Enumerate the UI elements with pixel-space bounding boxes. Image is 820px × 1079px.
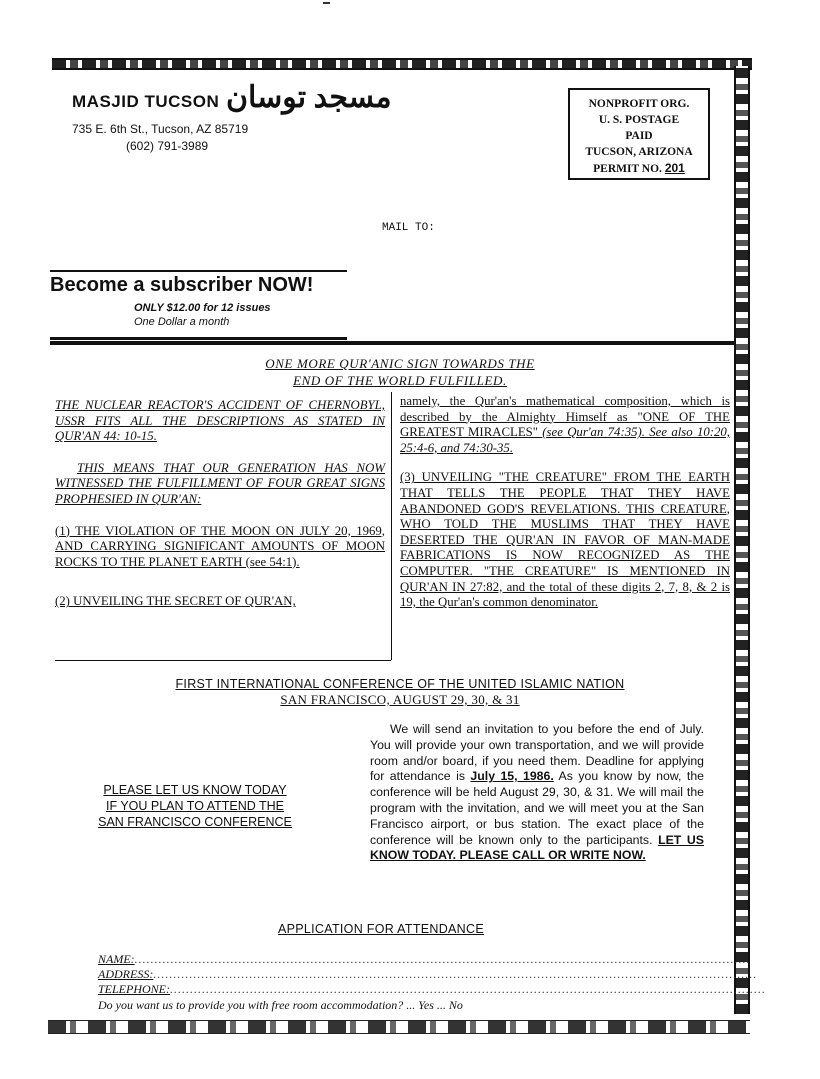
conference-details [370, 722, 704, 864]
conference-heading [100, 676, 700, 708]
article-paragraph: (2) UNVEILING THE SECRET OF QUR'AN, [55, 594, 296, 609]
subscribe-per-month: One Dollar a month [134, 316, 230, 328]
org-phone: (602) 791-3989 [126, 139, 209, 153]
call-to-action: LET US KNOW TODAY. PLEASE CALL OR WRITE NOW. [370, 832, 704, 863]
subscribe-price: ONLY $12.00 for 12 issues [134, 302, 271, 314]
section-divider [50, 341, 736, 345]
conference-text: As you know by now, the conference will be held August 29, 30, & 31. We will mail the program with the invitation, and we will meet you at the San Francisco airport, or bus station. The exact place of the conference will be known only to the participants. [370, 769, 705, 847]
article-title [170, 355, 630, 389]
scan-mark [323, 2, 330, 4]
address-field[interactable]: ADDRESS:....................................................................................................................................................... [98, 967, 758, 981]
conference-text: We will send an invitation to you before the end of July. You will provide your own transportation, and we will provide room and/or board, if you need them. Deadline for applying for attendance is [370, 722, 704, 784]
permit-number: 201 [664, 161, 685, 175]
permit-label: PERMIT NO. [593, 163, 662, 175]
telephone-field[interactable]: TELEPHONE:..................................................................................................................................................... [98, 982, 766, 996]
conference-heading-line-2: SAN FRANCISCO, AUGUST 29, 30, & 31 [280, 692, 520, 707]
address-label: ADDRESS: [98, 967, 154, 981]
attendance-notice-line-3: SAN FRANCISCO CONFERENCE [98, 815, 292, 829]
article-right-column [400, 394, 730, 611]
permit-row [570, 160, 708, 177]
article-paragraph: (1) THE VIOLATION OF THE MOON ON JULY 20, 1969, AND CARRYING SIGNIFICANT AMOUNTS OF MOON ROCKS TO THE PLANET EARTH (see 54:1). [55, 523, 385, 569]
attendance-notice-line-1: PLEASE LET US KNOW TODAY [103, 783, 287, 797]
mail-to-label: MAIL TO: [382, 222, 435, 234]
attendance-notice-line-2: IF YOU PLAN TO ATTEND THE [105, 799, 285, 813]
article-title-line-1: ONE MORE QUR'ANIC SIGN TOWARDS THE [265, 356, 535, 371]
org-arabic-name: مسجد توسان [226, 81, 392, 114]
conference-heading-line-1: FIRST INTERNATIONAL CONFERENCE OF THE UNITED ISLAMIC NATION [175, 677, 625, 691]
postage-indicia [568, 88, 710, 180]
decorative-border-bottom [48, 1020, 750, 1034]
article-text: namely, the Qur'an's mathematical composition, which is described by the Almighty Himself as "ONE OF THE GREATEST MIRACLES" [400, 394, 730, 440]
postage-line-3: PAID [625, 130, 653, 142]
article-paragraph [400, 394, 730, 456]
name-label: NAME: [98, 952, 135, 966]
attendance-notice [80, 782, 310, 830]
postage-line-1: NONPROFIT ORG. [588, 98, 690, 110]
decorative-border-right [734, 66, 750, 1014]
article-paragraph: THIS MEANS THAT OUR GENERATION HAS NOW WITNESSED THE FULFILLMENT OF FOUR GREAT SIGNS PROPHESIED IN QUR'AN: [55, 460, 385, 506]
column-separator [391, 392, 392, 660]
subscribe-rule-top [50, 270, 347, 272]
deadline-date: July 15, 1986. [470, 769, 554, 784]
article-paragraph: THE NUCLEAR REACTOR'S ACCIDENT OF CHERNOBYL, USSR FITS ALL THE DESCRIPTIONS AS STATED IN QUR'AN 44: 10-15. [55, 398, 385, 444]
decorative-border-top [52, 58, 752, 70]
article-left-column [55, 398, 385, 610]
subscribe-rule-bottom [50, 337, 347, 340]
org-name: MASJID TUCSON [72, 92, 220, 111]
postage-line-2: U. S. POSTAGE [598, 114, 680, 126]
article-paragraph: (3) UNVEILING "THE CREATURE" FROM THE EARTH THAT TELLS THE PEOPLE THAT THEY HAVE ABANDONED GOD'S REVELATIONS. THIS CREATURE, WHO TOLD THE MUSLIMS THAT THEY HAVE DESERTED THE QUR'AN IN FAVOR OF MAN-MADE FABRICATIONS IS NOW RECOGNIZED AS THE COMPUTER. "THE CREATURE" IS MENTIONED IN QUR'AN IN 27:82, and the total of these digits 2, 7, 8, & 2 is 19, the Qur'an's common denominator. [400, 470, 730, 610]
article-reference: (see Qur'an 74:35). See also 10:20, 25:4-6, and 74:30-35. [400, 425, 730, 455]
subscribe-heading: Become a subscriber NOW! [50, 274, 314, 296]
postage-line-4: TUCSON, ARIZONA [585, 146, 693, 158]
telephone-label: TELEPHONE: [98, 982, 170, 996]
accommodation-question: Do you want us to provide you with free room accommodation? ... Yes ... No [98, 998, 463, 1012]
article-title-line-2: END OF THE WORLD FULFILLED. [293, 373, 507, 388]
name-field[interactable]: NAME:.......................................................................................................................................................... [98, 952, 751, 966]
column-bottom-rule [55, 660, 391, 661]
org-address: 735 E. 6th St., Tucson, AZ 85719 [72, 122, 249, 136]
application-title: APPLICATION FOR ATTENDANCE [278, 922, 484, 936]
